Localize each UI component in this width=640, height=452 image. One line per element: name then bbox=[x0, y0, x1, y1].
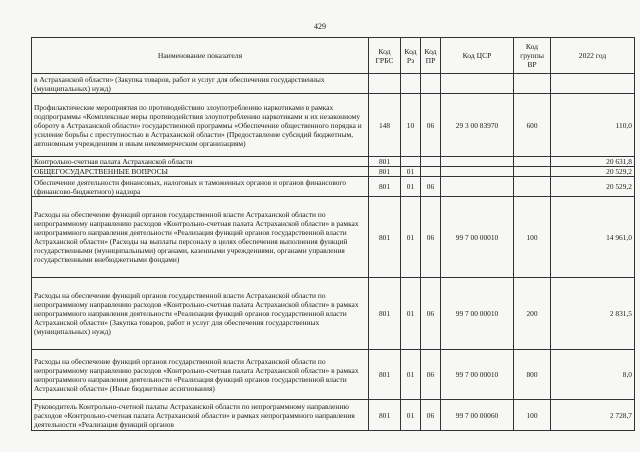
row-vr: 600 bbox=[514, 94, 551, 157]
row-vr: 100 bbox=[514, 400, 551, 431]
header-grbs: Код ГРБС bbox=[369, 38, 401, 74]
table-row bbox=[32, 157, 635, 167]
row-pr: 06 bbox=[421, 197, 441, 278]
row-amount: 20 631,8 bbox=[551, 157, 635, 167]
row-vr: 200 bbox=[514, 278, 551, 350]
budget-table bbox=[31, 37, 635, 431]
row-name: Расходы на обеспечение функций органов государственной власти Астраханской области по непрограммному направлению расходов «Контрольно-счетная палата Астраханской области» в рамках непрограммного направления деятельности «Реализация функций органов государственной власти Астраханской области» (Расходы на выплаты персоналу в целях обеспечения выполнения функций государственными (муниципальными) органами, казенными учреждениями, органами управления государственными внебюджетными фондами) bbox=[32, 197, 369, 278]
row-rz: 01 bbox=[401, 400, 421, 431]
table-row bbox=[32, 197, 635, 278]
row-rz: 01 bbox=[401, 167, 421, 177]
row-rz bbox=[401, 74, 421, 94]
row-vr: 100 bbox=[514, 197, 551, 278]
row-amount: 20 529,2 bbox=[551, 167, 635, 177]
row-csr: 99 7 00 00010 bbox=[441, 350, 514, 400]
row-rz: 01 bbox=[401, 278, 421, 350]
row-grbs: 801 bbox=[369, 157, 401, 167]
row-name: в Астраханской области» (Закупка товаров, работ и услуг для обеспечения государственных (муниципальных) нужд) bbox=[32, 74, 369, 94]
row-pr: 06 bbox=[421, 350, 441, 400]
row-grbs: 801 bbox=[369, 350, 401, 400]
table-header-row bbox=[32, 38, 635, 74]
header-name: Наименование показателя bbox=[32, 38, 369, 74]
table-row bbox=[32, 167, 635, 177]
row-csr: 99 7 00 00010 bbox=[441, 278, 514, 350]
row-amount: 110,0 bbox=[551, 94, 635, 157]
header-year: 2022 год bbox=[551, 38, 635, 74]
row-csr: 99 7 00 00060 bbox=[441, 400, 514, 431]
row-csr: 29 3 00 83970 bbox=[441, 94, 514, 157]
row-vr bbox=[514, 157, 551, 167]
row-rz: 01 bbox=[401, 197, 421, 278]
row-vr bbox=[514, 167, 551, 177]
row-pr bbox=[421, 157, 441, 167]
table-row bbox=[32, 177, 635, 197]
row-pr bbox=[421, 74, 441, 94]
row-amount: 14 961,0 bbox=[551, 197, 635, 278]
row-name: ОБЩЕГОСУДАРСТВЕННЫЕ ВОПРОСЫ bbox=[32, 167, 369, 177]
row-name: Расходы на обеспечение функций органов государственной власти Астраханской области по непрограммному направлению расходов «Контрольно-счетная палата Астраханской области» в рамках непрограммного направления деятельности «Реализация функций органов государственной власти Астраханской области» (Иные бюджетные ассигнования) bbox=[32, 350, 369, 400]
header-pr: Код ПР bbox=[421, 38, 441, 74]
row-name: Руководитель Контрольно-счетной палаты Астраханской области по непрограммному направлению расходов «Контрольно-счетная палата Астраханской области» в рамках непрограммного направления деятельности «Реализация функций органов bbox=[32, 400, 369, 431]
row-name: Профилактические мероприятия по противодействию злоупотреблению наркотиками в рамках подпрограммы «Комплексные меры противодействия злоупотреблению наркотиками и их незаконному обороту в Астраханской области» государственной программы «Обеспечение общественного порядка и усиление борьбы с преступностью в Астраханской области» (Предоставление субсидий бюджетным, автономным учреждениям и иным некоммерческим организациям) bbox=[32, 94, 369, 157]
row-rz: 10 bbox=[401, 94, 421, 157]
row-csr bbox=[441, 74, 514, 94]
row-rz bbox=[401, 157, 421, 167]
row-vr: 800 bbox=[514, 350, 551, 400]
row-rz: 01 bbox=[401, 177, 421, 197]
table-row bbox=[32, 278, 635, 350]
row-pr: 06 bbox=[421, 278, 441, 350]
row-grbs: 801 bbox=[369, 167, 401, 177]
row-name: Обеспечение деятельности финансовых, налоговых и таможенных органов и органов финансового (финансово-бюджетного) надзора bbox=[32, 177, 369, 197]
row-vr bbox=[514, 177, 551, 197]
row-rz: 01 bbox=[401, 350, 421, 400]
row-grbs: 148 bbox=[369, 94, 401, 157]
row-grbs: 801 bbox=[369, 197, 401, 278]
header-rz: Код Рз bbox=[401, 38, 421, 74]
row-pr bbox=[421, 167, 441, 177]
row-csr bbox=[441, 167, 514, 177]
row-amount: 2 728,7 bbox=[551, 400, 635, 431]
row-amount: 20 529,2 bbox=[551, 177, 635, 197]
row-grbs: 801 bbox=[369, 278, 401, 350]
row-amount bbox=[551, 74, 635, 94]
row-pr: 06 bbox=[421, 94, 441, 157]
row-csr bbox=[441, 157, 514, 167]
header-vr: Код группы ВР bbox=[514, 38, 551, 74]
row-vr bbox=[514, 74, 551, 94]
row-name: Контрольно-счетная палата Астраханской области bbox=[32, 157, 369, 167]
row-csr: 99 7 00 00010 bbox=[441, 197, 514, 278]
row-amount: 8,0 bbox=[551, 350, 635, 400]
header-csr: Код ЦСР bbox=[441, 38, 514, 74]
table-row bbox=[32, 94, 635, 157]
row-grbs: 801 bbox=[369, 400, 401, 431]
row-amount: 2 831,5 bbox=[551, 278, 635, 350]
row-grbs: 801 bbox=[369, 177, 401, 197]
table-row bbox=[32, 74, 635, 94]
row-csr bbox=[441, 177, 514, 197]
table-row bbox=[32, 350, 635, 400]
row-pr: 06 bbox=[421, 177, 441, 197]
row-grbs bbox=[369, 74, 401, 94]
table-row bbox=[32, 400, 635, 431]
row-pr: 06 bbox=[421, 400, 441, 431]
row-name: Расходы на обеспечение функций органов государственной власти Астраханской области по непрограммному направлению расходов «Контрольно-счетная палата Астраханской области» в рамках непрограммного направления деятельности «Реализация функций органов государственной власти Астраханской области» (Закупка товаров, работ и услуг для обеспечения государственных (муниципальных) нужд) bbox=[32, 278, 369, 350]
page-number: 429 bbox=[314, 22, 326, 31]
